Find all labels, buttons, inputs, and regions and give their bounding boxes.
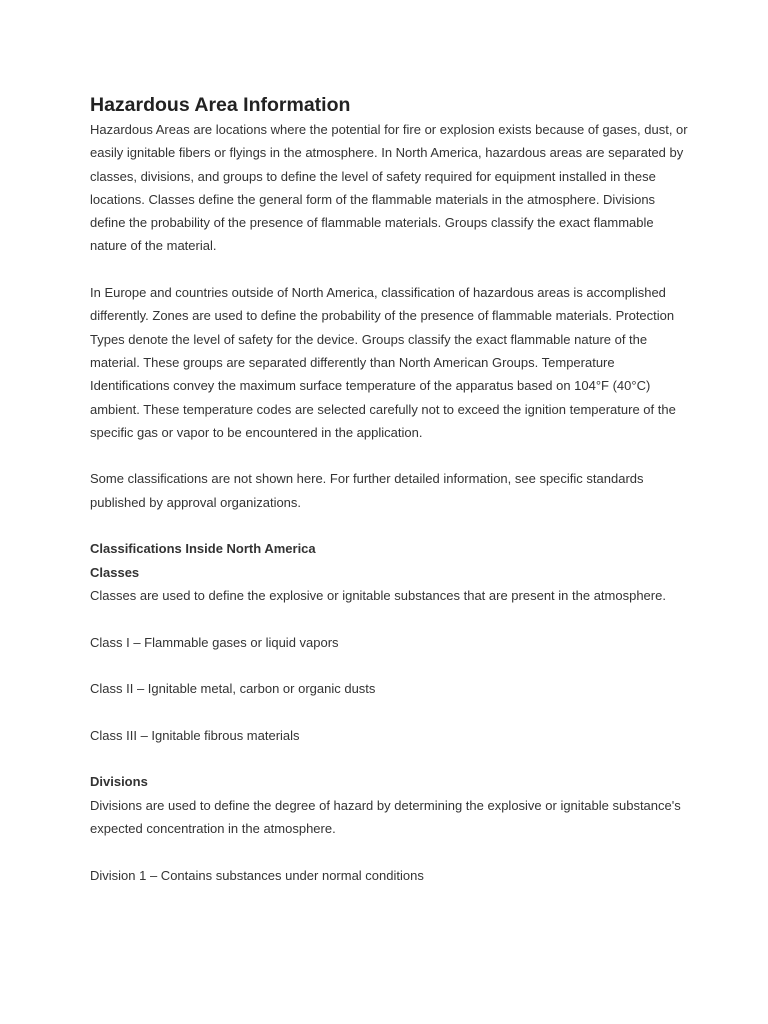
paragraph-spacer bbox=[90, 258, 690, 281]
paragraph-spacer bbox=[90, 700, 690, 723]
divisions-heading: Divisions bbox=[90, 774, 148, 790]
divisions-description: Divisions are used to define the degree of hazard by determining the explosive or ignitable substance's expected concentration in the atmosphere. bbox=[90, 797, 681, 836]
page-title: Hazardous Area Information bbox=[90, 94, 351, 116]
class-item: Class II – Ignitable metal, carbon or organic dusts bbox=[90, 681, 376, 697]
intro-paragraph-3: Some classifications are not shown here. For further detailed information, see specific standards published by approval organizations. bbox=[90, 471, 644, 510]
paragraph-spacer bbox=[90, 654, 690, 677]
paragraph-spacer bbox=[90, 747, 690, 770]
class-item: Class III – Ignitable fibrous materials bbox=[90, 727, 300, 743]
paragraph-spacer bbox=[90, 444, 690, 467]
class-item: Class I – Flammable gases or liquid vapors bbox=[90, 634, 339, 650]
classes-heading: Classes bbox=[90, 564, 140, 580]
intro-paragraph-1: Hazardous Areas are locations where the potential for fire or explosion exists because of gases, dust, or easily ignitable fibers or flyings in the atmosphere. In North America, hazardous areas are separated by classes, divisions, and groups to define the level of safety required for equipment installed in these locations. Classes define the general form of the flammable materials in the atmosphere. Divisions define the probability of the presence of flammable materials. Groups classify the exact flammable nature of the material. bbox=[90, 122, 688, 254]
paragraph-spacer bbox=[90, 840, 690, 863]
paragraph-spacer bbox=[90, 607, 690, 630]
section-heading: Classifications Inside North America bbox=[90, 541, 316, 557]
paragraph-spacer bbox=[90, 514, 690, 537]
division-item: Division 1 – Contains substances under normal conditions bbox=[90, 867, 424, 883]
document-page bbox=[90, 92, 690, 887]
intro-paragraph-2: In Europe and countries outside of North America, classification of hazardous areas is accomplished differently. Zones are used to define the probability of the presence of flammable materials. Protection Types denote the level of safety for the device. Groups classify the exact flammable nature of the material. These groups are separated differently than North American Groups. Temperature Identifications convey the maximum surface temperature of the apparatus based on 104°F (40°C) ambient. These temperature codes are selected carefully not to exceed the ignition temperature of the specific gas or vapor to be encountered in the application. bbox=[90, 285, 676, 440]
classes-description: Classes are used to define the explosive or ignitable substances that are present in the atmosphere. bbox=[90, 587, 666, 603]
